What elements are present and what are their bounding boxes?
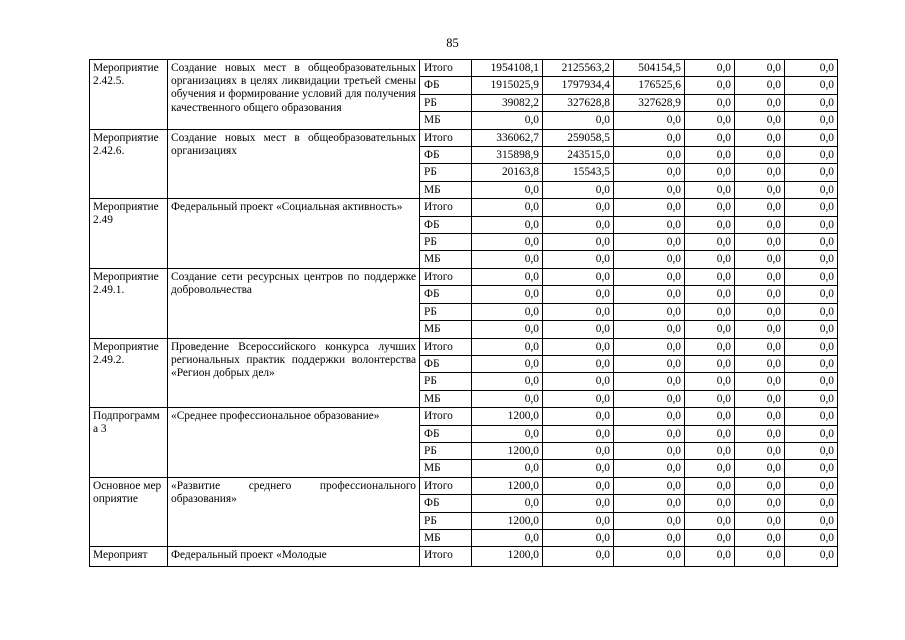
amount-cell: 0,0 [614,286,685,303]
amount-cell: 0,0 [785,408,838,425]
amount-cell: 0,0 [543,112,614,129]
amount-cell: 0,0 [785,94,838,111]
amount-cell: 0,0 [735,547,785,566]
amount-cell: 1954108,1 [472,60,543,77]
amount-cell: 0,0 [614,338,685,355]
amount-cell: 0,0 [472,286,543,303]
amount-cell: 0,0 [614,147,685,164]
amount-cell: 0,0 [685,303,735,320]
amount-cell: 0,0 [543,460,614,477]
amount-cell: 0,0 [785,512,838,529]
amount-cell: 0,0 [614,251,685,268]
amount-cell: 0,0 [785,529,838,546]
amount-cell: 0,0 [785,251,838,268]
amount-cell: 0,0 [543,495,614,512]
amount-cell: 0,0 [614,234,685,251]
amount-cell: 0,0 [614,529,685,546]
amount-cell: 0,0 [614,181,685,198]
funding-source-cell: Итого [420,199,472,216]
amount-cell: 0,0 [735,425,785,442]
amount-cell: 0,0 [785,303,838,320]
measure-code-cell: Мероприятие 2.49 [90,199,168,269]
amount-cell: 0,0 [614,164,685,181]
amount-cell: 0,0 [735,112,785,129]
amount-cell: 0,0 [785,442,838,459]
amount-cell: 0,0 [543,390,614,407]
amount-cell: 1915025,9 [472,77,543,94]
amount-cell: 0,0 [735,164,785,181]
amount-cell: 0,0 [543,355,614,372]
amount-cell: 0,0 [614,216,685,233]
amount-cell: 0,0 [614,355,685,372]
amount-cell: 0,0 [735,303,785,320]
amount-cell: 1200,0 [472,442,543,459]
amount-cell: 0,0 [735,408,785,425]
amount-cell: 0,0 [543,529,614,546]
amount-cell: 0,0 [685,181,735,198]
amount-cell: 1200,0 [472,512,543,529]
funding-source-cell: Итого [420,60,472,77]
amount-cell: 0,0 [735,512,785,529]
amount-cell: 0,0 [785,129,838,146]
amount-cell: 327628,8 [543,94,614,111]
amount-cell: 0,0 [614,390,685,407]
amount-cell: 0,0 [735,268,785,285]
amount-cell: 0,0 [785,234,838,251]
amount-cell: 0,0 [785,199,838,216]
amount-cell: 0,0 [685,390,735,407]
funding-source-cell: ФБ [420,495,472,512]
amount-cell: 0,0 [785,112,838,129]
amount-cell: 0,0 [543,216,614,233]
amount-cell: 0,0 [614,408,685,425]
amount-cell: 0,0 [685,164,735,181]
amount-cell: 0,0 [685,512,735,529]
amount-cell: 0,0 [685,442,735,459]
amount-cell: 0,0 [735,355,785,372]
amount-cell: 0,0 [472,390,543,407]
amount-cell: 0,0 [472,338,543,355]
amount-cell: 0,0 [685,425,735,442]
funding-source-cell: Итого [420,129,472,146]
table-row [90,547,838,566]
amount-cell: 0,0 [685,147,735,164]
amount-cell: 0,0 [685,60,735,77]
amount-cell: 0,0 [472,373,543,390]
funding-source-cell: Итого [420,268,472,285]
amount-cell: 0,0 [785,355,838,372]
amount-cell: 0,0 [472,529,543,546]
amount-cell: 0,0 [685,355,735,372]
amount-cell: 327628,9 [614,94,685,111]
amount-cell: 0,0 [614,303,685,320]
measure-name-cell: Создание новых мест в общеобразовательных организациях в целях ликвидации третьей смены обучения и формирование условий для получения качественного общего образования [168,60,420,130]
amount-cell: 0,0 [785,477,838,494]
amount-cell: 0,0 [543,251,614,268]
measure-code-cell: Мероприятие 2.49.2. [90,338,168,408]
measure-name-cell: Создание сети ресурсных центров по поддержке добровольчества [168,268,420,338]
amount-cell: 0,0 [735,251,785,268]
funding-source-cell: МБ [420,181,472,198]
funding-source-cell: МБ [420,112,472,129]
amount-cell: 259058,5 [543,129,614,146]
amount-cell: 0,0 [785,547,838,566]
measure-name-cell: Федеральный проект «Социальная активность» [168,199,420,269]
table-row [90,338,838,355]
table-row [90,477,838,494]
amount-cell: 0,0 [685,495,735,512]
funding-source-cell: Итого [420,477,472,494]
amount-cell: 0,0 [685,373,735,390]
funding-source-cell: ФБ [420,425,472,442]
amount-cell: 0,0 [735,286,785,303]
amount-cell: 0,0 [543,547,614,566]
amount-cell: 0,0 [614,129,685,146]
amount-cell: 0,0 [735,147,785,164]
table-row [90,129,838,146]
amount-cell: 0,0 [785,60,838,77]
funding-source-cell: ФБ [420,355,472,372]
amount-cell: 0,0 [735,373,785,390]
amount-cell: 0,0 [685,460,735,477]
amount-cell: 0,0 [735,442,785,459]
amount-cell: 0,0 [614,268,685,285]
funding-source-cell: РБ [420,512,472,529]
amount-cell: 0,0 [785,286,838,303]
amount-cell: 0,0 [472,355,543,372]
measure-name-cell: Создание новых мест в общеобразовательных организациях [168,129,420,199]
funding-source-cell: РБ [420,373,472,390]
funding-source-cell: ФБ [420,77,472,94]
amount-cell: 0,0 [472,199,543,216]
funding-source-cell: Итого [420,338,472,355]
amount-cell: 0,0 [785,181,838,198]
amount-cell: 0,0 [785,338,838,355]
amount-cell: 0,0 [685,286,735,303]
amount-cell: 0,0 [785,268,838,285]
amount-cell: 0,0 [614,321,685,338]
amount-cell: 0,0 [472,425,543,442]
amount-cell: 0,0 [735,477,785,494]
amount-cell: 2125563,2 [543,60,614,77]
measure-code-cell: Мероприятие 2.42.5. [90,60,168,130]
amount-cell: 504154,5 [614,60,685,77]
amount-cell: 0,0 [614,112,685,129]
funding-source-cell: РБ [420,234,472,251]
amount-cell: 0,0 [543,181,614,198]
amount-cell: 0,0 [543,303,614,320]
amount-cell: 0,0 [785,373,838,390]
amount-cell: 1797934,4 [543,77,614,94]
amount-cell: 0,0 [685,112,735,129]
funding-source-cell: МБ [420,251,472,268]
amount-cell: 15543,5 [543,164,614,181]
amount-cell: 0,0 [685,338,735,355]
amount-cell: 1200,0 [472,477,543,494]
funding-source-cell: ФБ [420,286,472,303]
amount-cell: 0,0 [614,460,685,477]
measure-code-cell: Основное мероприятие [90,477,168,547]
page-number: 85 [446,36,459,50]
amount-cell: 0,0 [614,199,685,216]
amount-cell: 0,0 [472,460,543,477]
amount-cell: 0,0 [685,216,735,233]
amount-cell: 0,0 [685,234,735,251]
funding-source-cell: МБ [420,529,472,546]
amount-cell: 0,0 [785,495,838,512]
amount-cell: 0,0 [735,94,785,111]
measure-name-cell: Федеральный проект «Молодые [168,547,420,566]
funding-source-cell: ФБ [420,216,472,233]
measure-name-cell: Проведение Всероссийского конкурса лучших региональных практик поддержки волонтерства «Регион добрых дел» [168,338,420,408]
amount-cell: 0,0 [735,338,785,355]
amount-cell: 0,0 [543,373,614,390]
amount-cell: 0,0 [543,442,614,459]
funding-source-cell: МБ [420,460,472,477]
amount-cell: 0,0 [614,477,685,494]
amount-cell: 0,0 [543,408,614,425]
amount-cell: 0,0 [472,216,543,233]
amount-cell: 0,0 [735,321,785,338]
amount-cell: 0,0 [543,338,614,355]
funding-source-cell: РБ [420,94,472,111]
funding-source-cell: МБ [420,390,472,407]
table-row [90,60,838,77]
amount-cell: 0,0 [785,460,838,477]
amount-cell: 0,0 [614,512,685,529]
amount-cell: 0,0 [543,268,614,285]
amount-cell: 39082,2 [472,94,543,111]
amount-cell: 0,0 [685,251,735,268]
amount-cell: 0,0 [472,251,543,268]
amount-cell: 0,0 [472,303,543,320]
funding-source-cell: Итого [420,547,472,566]
amount-cell: 0,0 [735,529,785,546]
funding-source-cell: РБ [420,303,472,320]
amount-cell: 0,0 [543,321,614,338]
amount-cell: 0,0 [543,199,614,216]
amount-cell: 0,0 [735,60,785,77]
amount-cell: 20163,8 [472,164,543,181]
amount-cell: 0,0 [785,147,838,164]
table-row [90,408,838,425]
measure-name-cell: «Развитие среднего профессионального образования» [168,477,420,547]
measure-name-cell: «Среднее профессиональное образование» [168,408,420,478]
funding-source-cell: РБ [420,164,472,181]
amount-cell: 0,0 [685,268,735,285]
amount-cell: 0,0 [543,512,614,529]
amount-cell: 0,0 [472,495,543,512]
amount-cell: 0,0 [543,477,614,494]
amount-cell: 0,0 [685,408,735,425]
amount-cell: 0,0 [614,495,685,512]
amount-cell: 0,0 [685,77,735,94]
amount-cell: 0,0 [472,321,543,338]
table-row [90,199,838,216]
amount-cell: 0,0 [735,234,785,251]
amount-cell: 0,0 [614,547,685,566]
amount-cell: 0,0 [685,529,735,546]
amount-cell: 0,0 [785,77,838,94]
amount-cell: 0,0 [472,112,543,129]
amount-cell: 0,0 [685,477,735,494]
amount-cell: 0,0 [735,460,785,477]
amount-cell: 0,0 [735,216,785,233]
amount-cell: 0,0 [543,286,614,303]
amount-cell: 243515,0 [543,147,614,164]
measure-code-cell: Мероприятие 2.49.1. [90,268,168,338]
amount-cell: 0,0 [472,268,543,285]
amount-cell: 176525,6 [614,77,685,94]
amount-cell: 0,0 [685,129,735,146]
amount-cell: 0,0 [785,216,838,233]
amount-cell: 0,0 [685,94,735,111]
amount-cell: 0,0 [735,390,785,407]
amount-cell: 0,0 [472,181,543,198]
amount-cell: 0,0 [614,425,685,442]
amount-cell: 315898,9 [472,147,543,164]
measure-code-cell: Мероприятие 2.42.6. [90,129,168,199]
amount-cell: 0,0 [785,390,838,407]
budget-table [89,59,838,567]
amount-cell: 0,0 [685,199,735,216]
amount-cell: 0,0 [785,164,838,181]
amount-cell: 336062,7 [472,129,543,146]
measure-code-cell: Мероприят [90,547,168,566]
amount-cell: 0,0 [543,234,614,251]
funding-source-cell: РБ [420,442,472,459]
measure-code-cell: Подпрограмма 3 [90,408,168,478]
amount-cell: 0,0 [543,425,614,442]
funding-source-cell: ФБ [420,147,472,164]
amount-cell: 0,0 [735,129,785,146]
table-body [90,60,838,567]
amount-cell: 1200,0 [472,547,543,566]
funding-source-cell: Итого [420,408,472,425]
amount-cell: 0,0 [685,321,735,338]
amount-cell: 0,0 [735,199,785,216]
amount-cell: 1200,0 [472,408,543,425]
amount-cell: 0,0 [735,77,785,94]
amount-cell: 0,0 [785,425,838,442]
amount-cell: 0,0 [614,373,685,390]
amount-cell: 0,0 [685,547,735,566]
amount-cell: 0,0 [614,442,685,459]
table-row [90,268,838,285]
amount-cell: 0,0 [785,321,838,338]
funding-source-cell: МБ [420,321,472,338]
amount-cell: 0,0 [472,234,543,251]
amount-cell: 0,0 [735,495,785,512]
amount-cell: 0,0 [735,181,785,198]
